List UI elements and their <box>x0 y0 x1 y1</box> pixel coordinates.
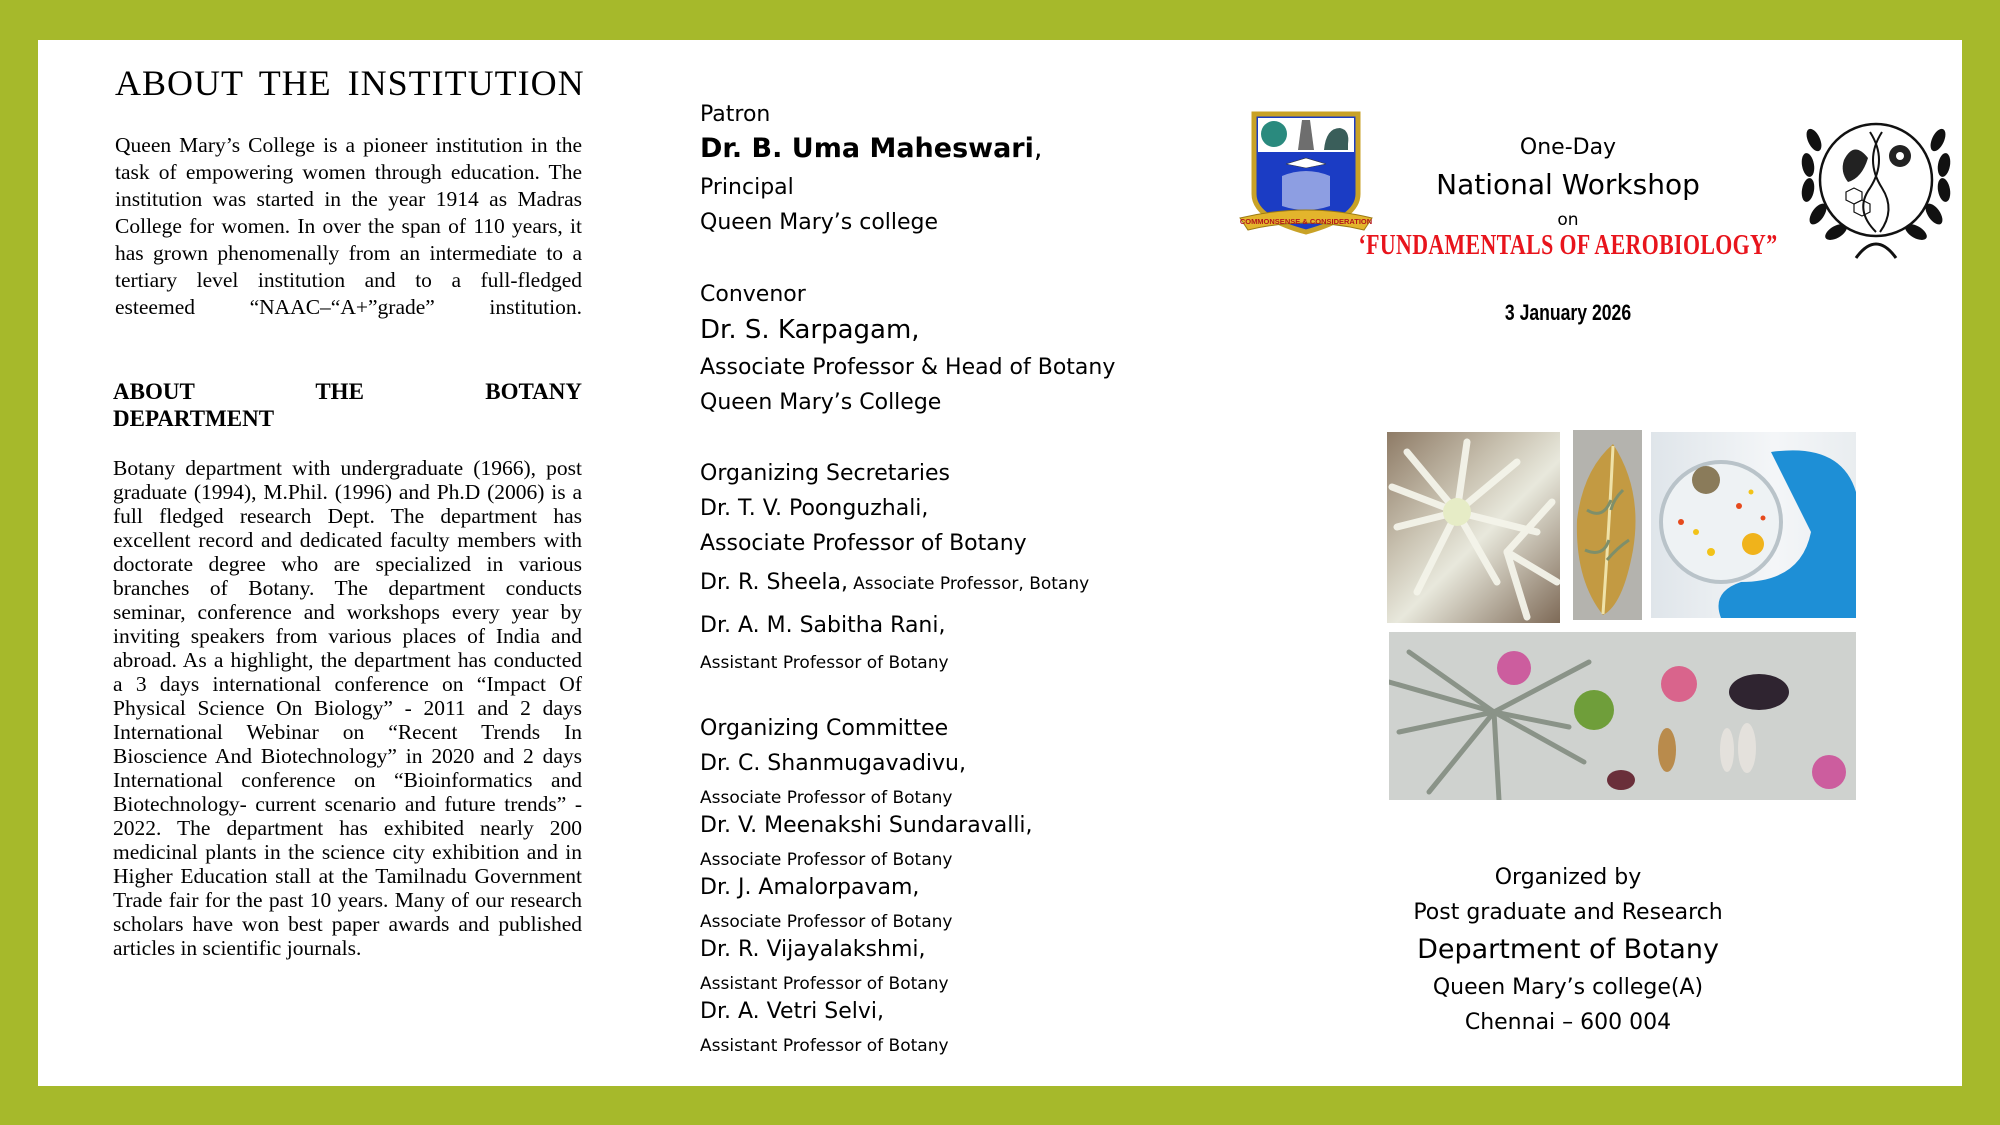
organizer-program: Post graduate and Research <box>1413 900 1723 925</box>
secretary-role: Associate Professor of Botany <box>700 531 1027 556</box>
committee-name: Dr. V. Meenakshi Sundaravalli, <box>700 813 1033 838</box>
brochure-page <box>38 40 1962 1086</box>
committee-role: Associate Professor of Botany <box>700 788 953 808</box>
night-blooming-flower-photo <box>1387 432 1560 623</box>
committee-name: Dr. A. Vetri Selvi, <box>700 999 884 1024</box>
convenor-org: Queen Mary’s College <box>700 390 942 415</box>
committee-role: Associate Professor of Botany <box>700 850 953 870</box>
event-type: National Workshop <box>1436 168 1700 201</box>
patron-role: Principal <box>700 175 794 200</box>
secretaries-label: Organizing Secretaries <box>700 461 950 486</box>
committee-label: Organizing Committee <box>700 716 949 741</box>
organized-by-label: Organized by <box>1494 865 1642 890</box>
patron-name-comma: , <box>1033 133 1043 164</box>
secretary-name: Dr. T. V. Poonguzhali, <box>700 496 929 521</box>
secretary-role: Assistant Professor of Botany <box>700 653 949 673</box>
committee-role: Assistant Professor of Botany <box>700 1036 949 1056</box>
committee-name: Dr. C. Shanmugavadivu, <box>700 751 966 776</box>
patron-label: Patron <box>700 102 771 127</box>
convenor-label: Convenor <box>700 282 806 307</box>
patron-org: Queen Mary’s college <box>700 210 939 235</box>
organizer-college: Queen Mary’s college(A) <box>1432 975 1704 1000</box>
committee-name: Dr. J. Amalorpavam, <box>700 875 920 900</box>
organizer-address: Chennai – 600 004 <box>1464 1010 1672 1035</box>
organizer-department: Department of Botany <box>1417 934 1719 965</box>
secretary-name: Dr. R. Sheela, <box>700 570 849 595</box>
about-institution-text: Queen Mary’s College is a pioneer institution in the task of empowering women through education. The institution was started in the year 1914 as Madras College for women. In over the span of 110 years, it has grown phenomenally from an intermediate to a tertiary level institution and to a full-fledged esteemed “NAAC–“A+”grade” institution. <box>115 133 582 319</box>
petri-dish-photo <box>1651 432 1856 618</box>
secretary-role: Associate Professor, Botany <box>853 574 1090 594</box>
secretary-row <box>700 570 1089 595</box>
committee-role: Associate Professor of Botany <box>700 912 953 932</box>
patron-name <box>700 133 1042 164</box>
patron-name-text: Dr. B. Uma Maheswari <box>700 133 1034 164</box>
event-column <box>1188 40 1948 1086</box>
convenor-role: Associate Professor & Head of Botany <box>700 355 1116 380</box>
event-duration: One-Day <box>1519 135 1617 160</box>
airborne-spores-micrograph <box>1389 632 1856 800</box>
diseased-leaf-photo <box>1573 430 1642 620</box>
event-on: on <box>1557 210 1579 230</box>
college-motto: COMMONSENSE & CONSIDERATION <box>1239 217 1373 226</box>
secretary-name: Dr. A. M. Sabitha Rani, <box>700 613 946 638</box>
about-institution-heading: ABOUT THE INSTITUTION <box>115 63 585 103</box>
committee-name: Dr. R. Vijayalakshmi, <box>700 937 926 962</box>
event-title: ‘FUNDAMENTALS OF AEROBIOLOGY” <box>1358 230 1778 261</box>
about-department-text: Botany department with undergraduate (1966), post graduate (1994), M.Phil. (1996) and Ph.D (2006) is a full fledged research Dept. The department has excellent record and dedicated faculty members with doctorate degree who are specialized in various branches of Botany. The department conducts seminar, conference and workshops every year by inviting speakers from various places of India and abroad. As a highlight, the department has conducted a 3 days international conference on “Impact Of Physical Science On Biology” - 2011 and 2 days International Webinar on “Recent Trends In Bioscience And Biotechnology” in 2020 and 2 days International conference on “Bioinformatics and Biotechnology- current scenario and future trends” - 2022. The department has exhibited nearly 200 medicinal plants in the science city exhibition and in Higher Education stall at the Tamilnadu Government Trade fair for the past 10 years. Many of our research scholars have won best paper awards and published articles in scientific journals. <box>113 456 582 960</box>
event-date: 3 January 2026 <box>1504 300 1632 325</box>
about-department-heading <box>113 378 582 432</box>
peacock-icon <box>1261 121 1287 147</box>
about-department-heading-line1: ABOUT THE BOTANY <box>113 379 582 404</box>
committee-role: Assistant Professor of Botany <box>700 974 949 994</box>
convenor-name: Dr. S. Karpagam, <box>700 315 920 345</box>
about-department-heading-line2: DEPARTMENT <box>113 406 275 431</box>
